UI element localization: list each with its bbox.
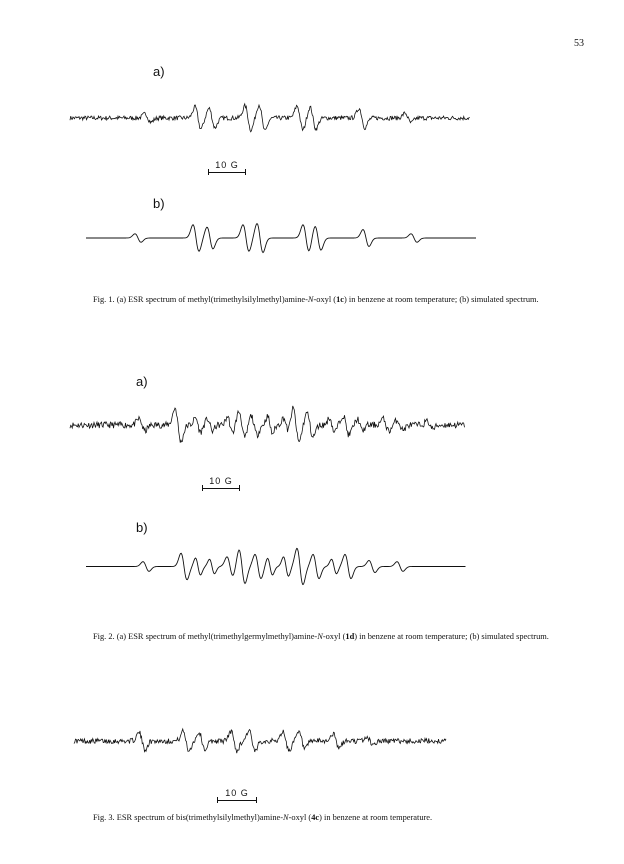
fig2-caption xyxy=(93,631,553,643)
caption-compound: 4c xyxy=(311,813,320,822)
caption-prefix: Fig. 1. (a) ESR spectrum of methyl(trimethylsilylmethyl)amine- xyxy=(93,295,308,304)
scale-tick-right xyxy=(256,797,257,803)
spectrum-trace xyxy=(74,729,446,753)
caption-middle: -oxyl ( xyxy=(288,813,312,822)
fig2-scale-label: 10 G xyxy=(209,476,233,486)
scale-tick-left xyxy=(208,169,209,175)
caption-suffix: ) in benzene at room temperature. xyxy=(319,813,433,822)
fig1-scale-label: 10 G xyxy=(215,160,239,170)
fig1-spectrum-a xyxy=(70,78,470,158)
scale-tick-right xyxy=(239,485,240,491)
caption-italic: N xyxy=(317,632,323,641)
caption-suffix: ) in benzene at room temperature; (b) simulated spectrum. xyxy=(343,295,539,304)
caption-prefix: Fig. 3. ESR spectrum of bis(trimethylsilylmethyl)amine- xyxy=(93,813,284,822)
fig3-scale-label: 10 G xyxy=(225,788,249,798)
caption-italic: N xyxy=(307,295,314,304)
fig1-panel-a-label: a) xyxy=(153,64,165,79)
scale-line xyxy=(202,488,240,489)
spectrum-trace xyxy=(70,104,470,132)
fig3-caption xyxy=(93,812,553,824)
scale-line xyxy=(217,800,257,801)
caption-suffix: ) in benzene at room temperature; (b) simulated spectrum. xyxy=(354,632,549,641)
fig1-caption xyxy=(93,294,553,306)
scale-tick-right xyxy=(245,169,246,175)
fig3-spectrum xyxy=(74,700,446,782)
caption-compound: 1d xyxy=(345,632,355,641)
caption-compound: 1c xyxy=(336,295,344,304)
caption-middle: -oxyl ( xyxy=(313,295,337,304)
scale-line xyxy=(208,172,246,173)
spectrum-trace xyxy=(86,548,466,584)
spectrum-trace xyxy=(70,406,465,443)
caption-prefix: Fig. 2. (a) ESR spectrum of methyl(trimethylgermylmethyl)amine- xyxy=(93,632,318,641)
fig2-panel-b-label: b) xyxy=(136,520,148,535)
caption-italic: N xyxy=(283,813,289,822)
page-number: 53 xyxy=(574,38,584,49)
caption-middle: -oxyl ( xyxy=(322,632,346,641)
fig1-panel-b-label: b) xyxy=(153,196,165,211)
spectrum-trace xyxy=(86,224,476,253)
fig1-spectrum-b xyxy=(86,198,476,278)
fig2-panel-a-label: a) xyxy=(136,374,148,389)
fig2-spectrum-b xyxy=(86,514,466,619)
scale-tick-left xyxy=(202,485,203,491)
scale-tick-left xyxy=(217,797,218,803)
fig2-spectrum-a xyxy=(70,370,465,480)
